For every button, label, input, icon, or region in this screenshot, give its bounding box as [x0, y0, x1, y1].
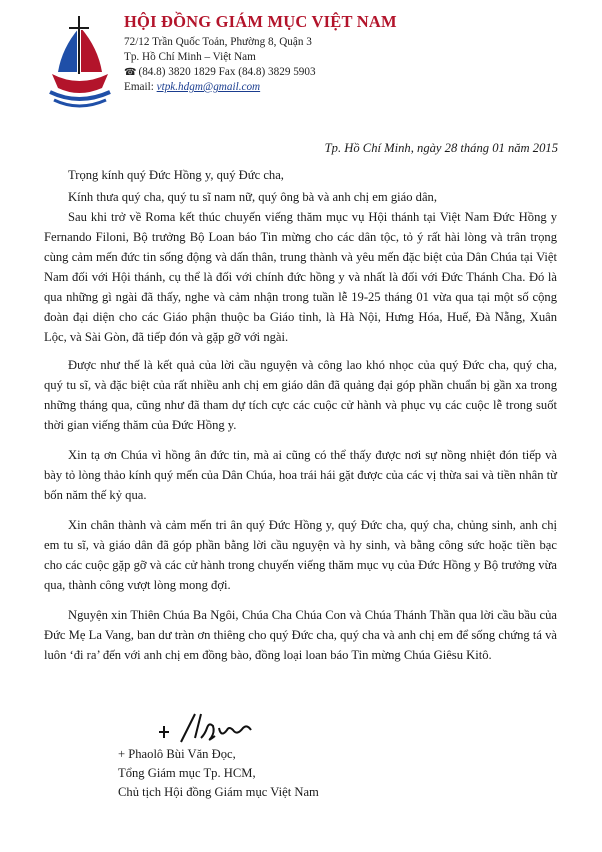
letter-paragraph: Xin chân thành và cảm mến tri ân quý Đức Hồng y, quý Đức cha, quý cha, chủng sinh, anh chị em tu sĩ, và giáo dân đã góp phần bằng lời cầu nguyện và hy sinh, và bằng công sức hoặc tiền bạc cho các cuộc gặp gỡ và các cử hành trong chuyến viếng thăm mục vụ của Đức Hồng y Bộ trưởng vừa qua, thành công vượt lòng mong đợi.: [44, 518, 557, 592]
greeting-line-1: Trọng kính quý Đức Hồng y, quý Đức cha,: [68, 168, 284, 182]
letter-paragraph: Được như thế là kết quả của lời cầu nguyện và công lao khó nhọc của quý Đức cha, quý cha, quý tu sĩ, và đặc biệt của rất nhiều anh chị em giáo dân đã quảng đại góp phần chuẩn bị gần xa trong những tháng qua, cũng như đã tham dự tích cực các cuộc cử hành và phục vụ các cuộc lễ trong suốt thời gian viếng thăm của Đức Hồng y.: [44, 358, 557, 432]
handwritten-signature-icon: [155, 708, 265, 748]
letter-paragraph: Nguyện xin Thiên Chúa Ba Ngôi, Chúa Cha Chúa Con và Chúa Thánh Thần qua lời cầu bầu của Đức Mẹ La Vang, ban dư tràn ơn thiêng cho quý Đức cha, quý cha và anh chị em để sống chứng tá và luôn ‘đi ra’ đến với anh chị em đồng bào, đồng loại loan báo Tin mừng Chúa Giêsu Kitô.: [44, 608, 557, 662]
phone-icon: ☎: [124, 67, 137, 78]
letter-paragraph: Sau khi trở về Roma kết thúc chuyến viếng thăm mục vụ Hội thánh tại Việt Nam Đức Hồng y Fernando Filoni, Bộ trưởng Bộ Loan báo Tin mừng cho các dân tộc, tỏ ý rất hài lòng và trân trọng cùng cảm mến đức tin sống động và dấn thân, trung thành và yêu mến đặc biệt của Dân Chúa tại Việt Nam đối với Hội thánh, cụ thể là đối với chính đức hồng y và nhất là đối với Đức Thánh Cha. Đó là qua những gì ngài đã thấy, nghe và cảm nhận trong tuần lễ 19-25 tháng 01 vừa qua tại một số cộng đoàn đại diện cho các Giáo phận thuộc ba Giáo tỉnh, là Hà Nội, Hưng Hóa, Huế, Đà Nẵng, Xuân Lộc, và Sài Gòn, đã tiếp đón và gặp gỡ với ngài.: [44, 210, 557, 344]
org-city: Tp. Hồ Chí Minh – Việt Nam: [124, 51, 256, 63]
signer-name: + Phaolô Bùi Văn Đọc,: [118, 747, 236, 761]
signer-title: Tổng Giám mục Tp. HCM,: [118, 766, 256, 780]
letter-body: [44, 163, 557, 665]
org-info: [124, 12, 544, 95]
signer-block: [118, 745, 319, 802]
email-link[interactable]: vtpk.hdgm@gmail.com: [156, 81, 261, 93]
org-phone: [124, 65, 544, 80]
signer-role: Chủ tịch Hội đồng Giám mục Việt Nam: [118, 785, 319, 799]
greeting-line-2: Kính thưa quý cha, quý tu sĩ nam nữ, quý ông bà và anh chị em giáo dân,: [68, 190, 438, 204]
org-phone-value: (84.8) 3820 1829 Fax (84.8) 3829 5903: [138, 66, 316, 78]
org-address: 72/12 Trần Quốc Toản, Phường 8, Quận 3: [124, 36, 312, 48]
letter-paragraph: Xin tạ ơn Chúa vì hồng ân đức tin, mà ai cũng có thể thấy được nơi sự nồng nhiệt đón tiếp và bày tỏ lòng thảo kính quý mến của Dân Chúa, hoa trái hái gặt được của các vị thừa sai và tiền nhân từ bốn năm thế kỷ qua.: [44, 448, 557, 502]
email-label: Email:: [124, 81, 154, 93]
org-name: HỘI ĐỒNG GIÁM MỤC VIỆT NAM: [124, 12, 397, 31]
dateline: Tp. Hồ Chí Minh, ngày 28 tháng 01 năm 2015: [324, 141, 558, 155]
cross-boat-logo-icon: [44, 14, 114, 109]
org-email: [124, 80, 544, 95]
letterhead: [44, 10, 564, 130]
